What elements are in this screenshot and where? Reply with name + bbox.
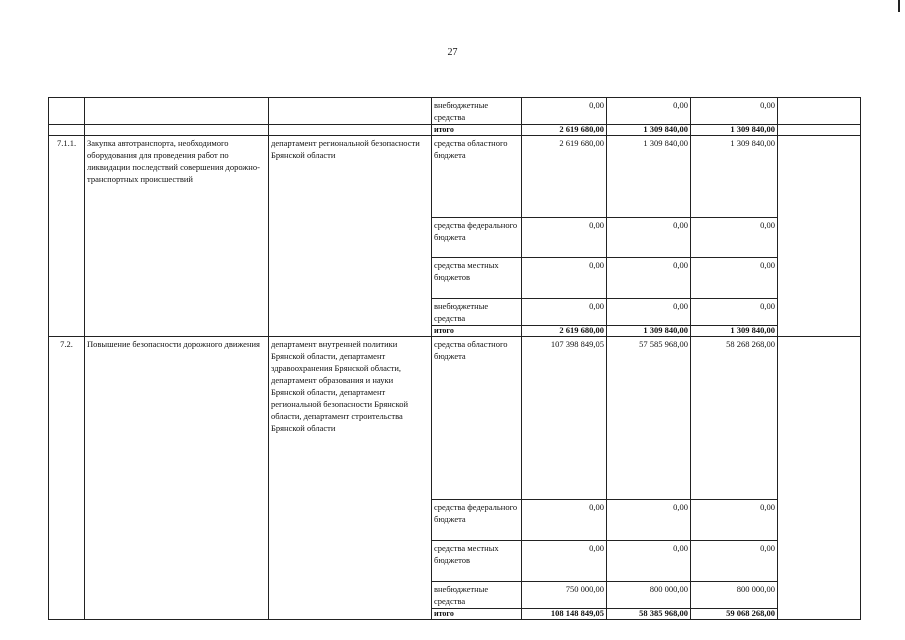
table-row: [49, 136, 861, 218]
year2-cell: 1 309 840,00: [691, 125, 778, 136]
source-cell: средства местных бюджетов: [432, 541, 522, 582]
year1-cell: 1 309 840,00: [607, 136, 691, 218]
item-executor: департамент внутренней политики Брянской области, департамент здравоохранения Брянской области, департамент образования и науки Брянской области, департамент региональной безопасности Брянской области, департамент строительства Брянской области: [269, 337, 432, 620]
total-cell: 0,00: [522, 258, 607, 299]
table-row: [49, 98, 861, 125]
source-cell: средства областного бюджета: [432, 136, 522, 218]
year1-cell: 0,00: [607, 500, 691, 541]
empty-cell: [778, 136, 861, 337]
year2-cell: 0,00: [691, 541, 778, 582]
code-cell: [49, 98, 85, 125]
total-cell: 108 148 849,05: [522, 609, 607, 620]
year1-cell: 1 309 840,00: [607, 125, 691, 136]
table-row: [49, 337, 861, 500]
source-cell: внебюджетные средства: [432, 299, 522, 326]
page-number: 27: [447, 47, 458, 58]
year1-cell: 1 309 840,00: [607, 326, 691, 337]
item-executor: департамент региональной безопасности Брянской области: [269, 136, 432, 337]
name-cell: [85, 125, 269, 136]
year2-cell: 0,00: [691, 299, 778, 326]
name-cell: [85, 98, 269, 125]
year2-cell: 0,00: [691, 500, 778, 541]
year2-cell: 1 309 840,00: [691, 326, 778, 337]
total-cell: 0,00: [522, 299, 607, 326]
source-cell: итого: [432, 326, 522, 337]
executor-cell: [269, 98, 432, 125]
total-cell: 107 398 849,05: [522, 337, 607, 500]
scan-edge-mark: [898, 0, 900, 12]
item-name: Повышение безопасности дорожного движения: [85, 337, 269, 620]
item-name: Закупка автотранспорта, необходимого оборудования для проведения работ по ликвидации последствий совершения дорожно-транспортных происшествий: [85, 136, 269, 337]
total-cell: 2 619 680,00: [522, 125, 607, 136]
source-cell: средства федерального бюджета: [432, 218, 522, 258]
item-code: 7.2.: [49, 337, 85, 620]
total-cell: 0,00: [522, 98, 607, 125]
year1-cell: 800 000,00: [607, 582, 691, 609]
executor-cell: [269, 125, 432, 136]
budget-table: [48, 97, 861, 620]
source-cell: средства областного бюджета: [432, 337, 522, 500]
total-cell: 0,00: [522, 541, 607, 582]
total-cell: 0,00: [522, 500, 607, 541]
total-cell: 2 619 680,00: [522, 136, 607, 218]
year1-cell: 0,00: [607, 98, 691, 125]
total-cell: 750 000,00: [522, 582, 607, 609]
year2-cell: 0,00: [691, 218, 778, 258]
year1-cell: 58 385 968,00: [607, 609, 691, 620]
year2-cell: 800 000,00: [691, 582, 778, 609]
empty-cell: [778, 98, 861, 125]
year1-cell: 57 585 968,00: [607, 337, 691, 500]
table-row-total: [49, 125, 861, 136]
year2-cell: 59 068 268,00: [691, 609, 778, 620]
source-cell: внебюджетные средства: [432, 98, 522, 125]
year1-cell: 0,00: [607, 541, 691, 582]
code-cell: [49, 125, 85, 136]
source-cell: итого: [432, 125, 522, 136]
source-cell: внебюджетные средства: [432, 582, 522, 609]
year2-cell: 1 309 840,00: [691, 136, 778, 218]
year2-cell: 58 268 268,00: [691, 337, 778, 500]
year2-cell: 0,00: [691, 258, 778, 299]
year1-cell: 0,00: [607, 258, 691, 299]
empty-cell: [778, 125, 861, 136]
year1-cell: 0,00: [607, 218, 691, 258]
year1-cell: 0,00: [607, 299, 691, 326]
source-cell: итого: [432, 609, 522, 620]
source-cell: средства федерального бюджета: [432, 500, 522, 541]
total-cell: 2 619 680,00: [522, 326, 607, 337]
year2-cell: 0,00: [691, 98, 778, 125]
source-cell: средства местных бюджетов: [432, 258, 522, 299]
total-cell: 0,00: [522, 218, 607, 258]
empty-cell: [778, 337, 861, 620]
item-code: 7.1.1.: [49, 136, 85, 337]
